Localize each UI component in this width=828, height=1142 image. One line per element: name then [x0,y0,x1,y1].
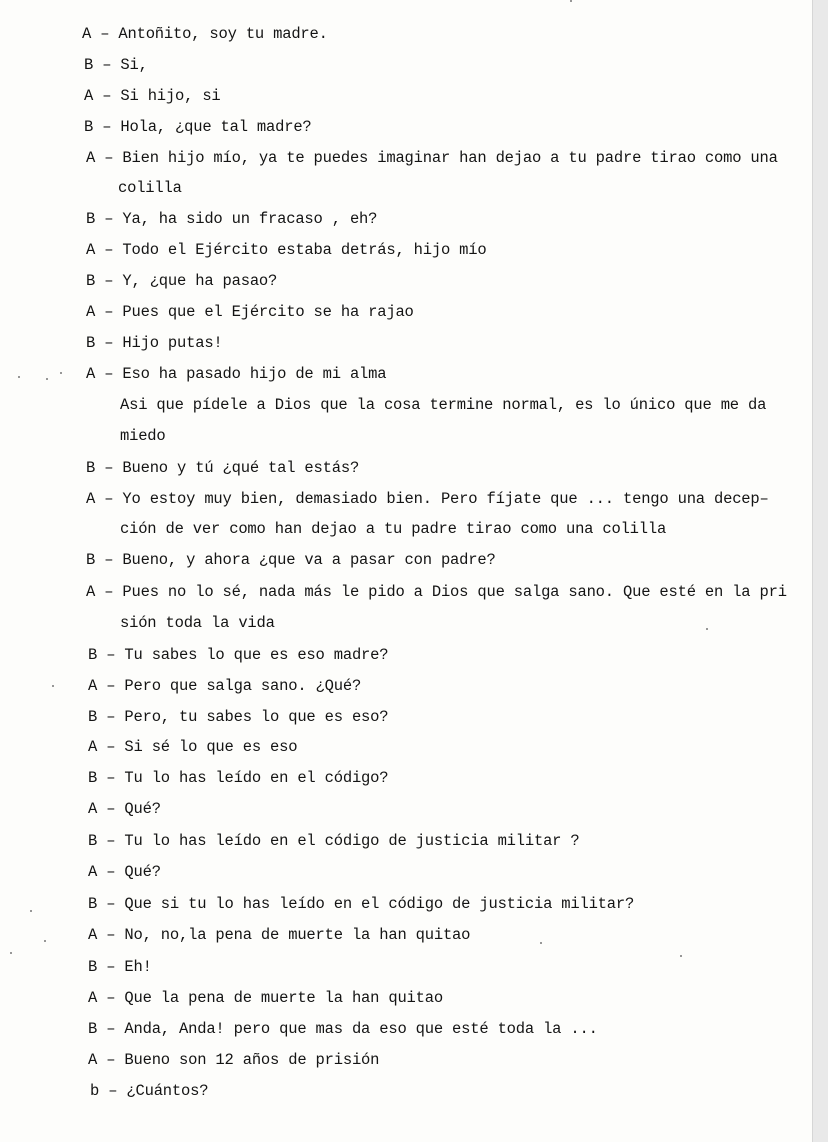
dialogue-line: B – Tu lo has leído en el código de justicia militar ? [88,832,580,850]
dialogue-line: A – Si sé lo que es eso [88,738,298,756]
dialogue-line: B – Eh! [88,958,152,976]
scan-speck [60,372,62,374]
dialogue-line: B – Y, ¿que ha pasao? [86,272,278,290]
dialogue-line: B – Si, [84,56,148,74]
scan-edge [812,0,828,1142]
dialogue-line-continuation: Asi que pídele a Dios que la cosa termine normal, es lo único que me da [120,396,767,414]
dialogue-line-continuation: colilla [118,179,182,197]
dialogue-line-continuation: ción de ver como han dejao a tu padre tirao como una colilla [120,520,667,538]
scan-speck [30,910,32,912]
scan-speck [706,628,708,630]
dialogue-line: A – Si hijo, si [84,87,221,105]
scan-speck [46,378,48,380]
dialogue-line: A – Antoñito, soy tu madre. [82,25,328,43]
scan-speck [10,952,12,954]
dialogue-line: B – Hola, ¿que tal madre? [84,118,312,136]
dialogue-line: B – Tu sabes lo que es eso madre? [88,646,389,664]
dialogue-line: B – Tu lo has leído en el código? [88,769,389,787]
dialogue-line: A – Pues que el Ejército se ha rajao [86,303,414,321]
dialogue-line: A – Eso ha pasado hijo de mi alma [86,365,387,383]
scan-speck [540,942,542,944]
dialogue-line: A – Todo el Ejército estaba detrás, hijo mío [86,241,487,259]
dialogue-line: A – Yo estoy muy bien, demasiado bien. Pero fíjate que ... tengo una decep– [86,490,769,508]
scan-speck [52,685,54,687]
dialogue-line: A – Pues no lo sé, nada más le pido a Dios que salga sano. Que esté en la pri [86,583,787,601]
scan-speck [44,940,46,942]
dialogue-line: B – Anda, Anda! pero que mas da eso que esté toda la ... [88,1020,598,1038]
dialogue-line: A – Que la pena de muerte la han quitao [88,989,443,1007]
dialogue-line: A – Bueno son 12 años de prisión [88,1051,380,1069]
dialogue-line-continuation: miedo [120,427,166,445]
scan-speck [570,0,572,2]
dialogue-line: b – ¿Cuántos? [90,1082,209,1100]
dialogue-line: A – Qué? [88,800,161,818]
dialogue-line: B – Hijo putas! [86,334,223,352]
dialogue-line: A – Pero que salga sano. ¿Qué? [88,677,362,695]
scan-speck [18,376,20,378]
dialogue-line-continuation: sión toda la vida [120,614,275,632]
scan-speck [680,955,682,957]
dialogue-line: B – Ya, ha sido un fracaso , eh? [86,210,378,228]
dialogue-line: B – Pero, tu sabes lo que es eso? [88,708,389,726]
dialogue-line: B – Bueno y tú ¿qué tal estás? [86,459,360,477]
dialogue-line: A – Bien hijo mío, ya te puedes imaginar han dejao a tu padre tirao como una [86,149,778,167]
dialogue-line: A – No, no,la pena de muerte la han quitao [88,926,471,944]
dialogue-line: B – Bueno, y ahora ¿que va a pasar con padre? [86,551,496,569]
dialogue-line: B – Que si tu lo has leído en el código de justicia militar? [88,895,635,913]
dialogue-line: A – Qué? [88,863,161,881]
